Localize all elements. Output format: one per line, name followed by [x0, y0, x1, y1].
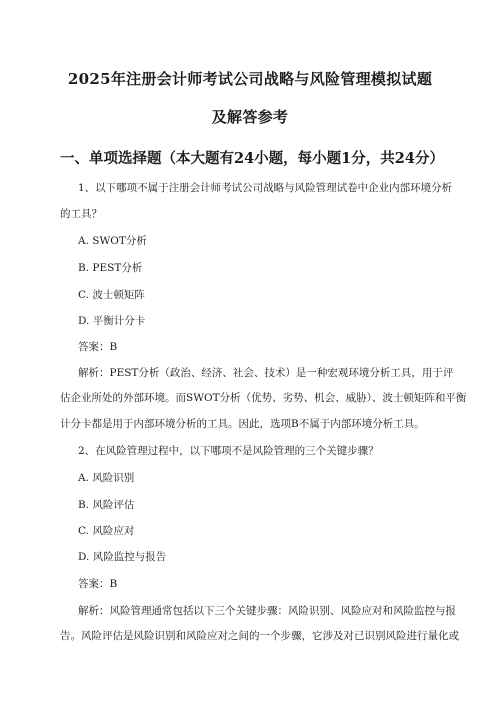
q1-option-c: C. 波士顿矩阵	[78, 289, 145, 301]
q1-analysis-line2: 估企业所处的外部环境。而SWOT分析（优势、劣势、机会、威胁）、波士顿矩阵和平衡	[60, 392, 467, 404]
q2-answer: 答案：B	[78, 578, 118, 590]
q1-analysis-line1: 解析：PEST分析（政治、经济、社会、技术）是一种宏观环境分析工具，用于评	[78, 367, 454, 379]
q2-analysis-line2: 告。风险评估是风险识别和风险应对之间的一个步骤，它涉及对已识别风险进行量化或	[60, 630, 459, 642]
document-title-line2: 及解答参考	[211, 108, 289, 126]
q2-option-d: D. 风险监控与报告	[78, 551, 167, 563]
q2-analysis-line1: 解析：风险管理通常包括以下三个关键步骤：风险识别、风险应对和风险监控与报	[78, 605, 456, 617]
document-title-line1: 2025年注册会计师考试公司战略与风险管理模拟试题	[67, 70, 433, 88]
q1-option-d: D. 平衡计分卡	[78, 315, 146, 327]
section-heading: 一、单项选择题（本大题有24小题，每小题1分，共24分）	[60, 150, 444, 167]
q1-option-a: A. SWOT分析	[78, 235, 147, 247]
q2-stem-line1: 2、在风险管理过程中，以下哪项不是风险管理的三个关键步骤？	[78, 445, 379, 457]
q2-option-c: C. 风险应对	[78, 525, 135, 537]
q1-answer: 答案：B	[78, 341, 118, 353]
q2-option-a: A. 风险识别	[78, 472, 135, 484]
q1-stem-line2: 的工具？	[60, 208, 102, 220]
q2-option-b: B. 风险评估	[78, 499, 135, 511]
q1-analysis-line3: 计分卡都是用于内部环境分析的工具。因此，选项B不属于内部环境分析工具。	[60, 418, 425, 430]
q1-option-b: B. PEST分析	[78, 262, 143, 274]
q1-stem-line1: 1、以下哪项不属于注册会计师考试公司战略与风险管理试卷中企业内部环境分析	[78, 182, 453, 194]
